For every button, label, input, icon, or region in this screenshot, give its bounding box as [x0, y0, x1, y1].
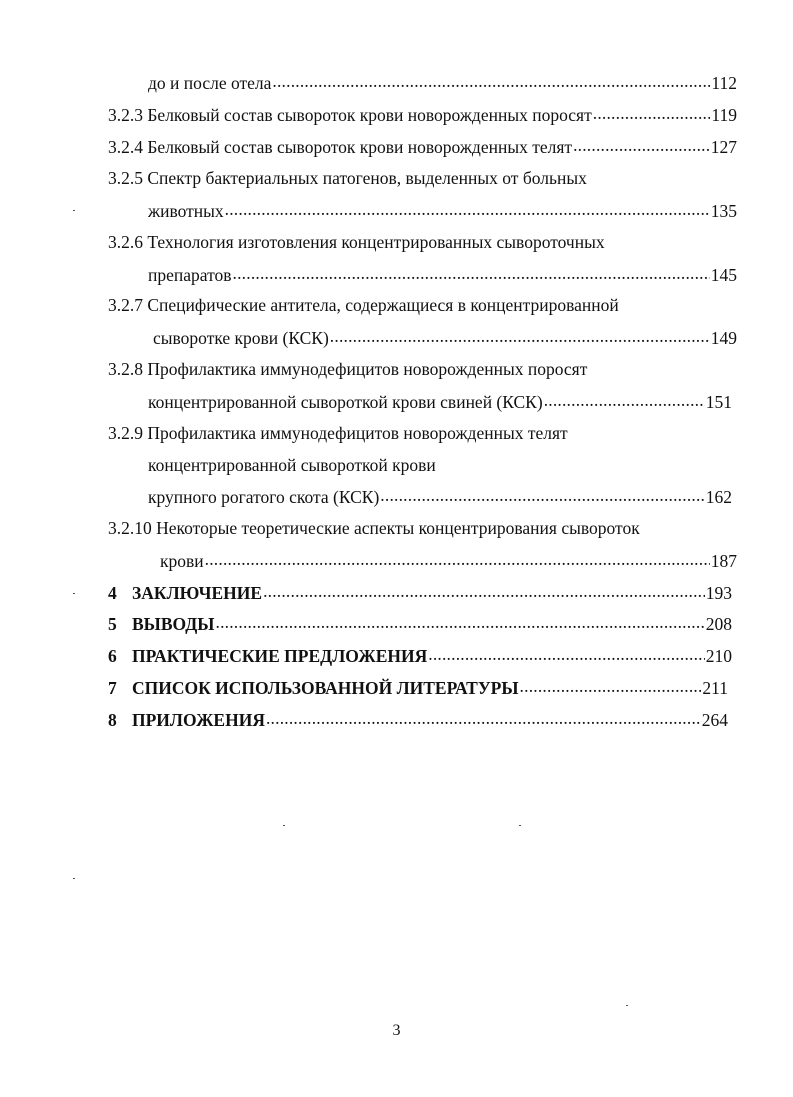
- scan-speck: [626, 1005, 628, 1006]
- toc-chapter-page: 208: [705, 613, 732, 634]
- toc-entry-title: сыворотке крови (КСК): [153, 327, 329, 348]
- toc-entry-title: препаратов: [148, 264, 232, 285]
- toc-chapter: [108, 581, 732, 604]
- toc-entry-number: 3.2.4: [108, 136, 143, 157]
- scan-speck: [519, 825, 521, 826]
- dot-leader: [205, 549, 710, 567]
- toc-entry-last-line: [148, 485, 732, 508]
- toc-entry-page: 127: [710, 136, 737, 157]
- toc-entry-page: 112: [711, 72, 737, 93]
- dot-leader: [593, 103, 711, 121]
- toc-entry-title: Технология изготовления концентрированных сывороточных: [147, 232, 605, 252]
- toc-chapter-number: 6: [108, 645, 117, 666]
- dot-leader: [263, 581, 705, 599]
- dot-leader: [428, 644, 705, 662]
- toc-entry: [108, 103, 737, 126]
- toc-entry-title: животных: [148, 200, 224, 221]
- toc-entry-number: 3.2.8: [108, 359, 143, 379]
- toc-entry-title: Спектр бактериальных патогенов, выделенных от больных: [147, 168, 587, 188]
- dot-leader: [266, 708, 701, 726]
- toc-entry-last-line: [160, 549, 737, 572]
- toc-entry-title: Белковый состав сывороток крови новорожденных телят: [147, 136, 573, 157]
- toc-entry-last-line: [148, 263, 737, 286]
- toc-entry-number: 3.2.9: [108, 423, 143, 443]
- dot-leader: [544, 390, 705, 408]
- dot-leader: [573, 135, 710, 153]
- toc-entry-number: 3.2.5: [108, 168, 143, 188]
- toc-entry-middle-line: [148, 454, 436, 476]
- scan-speck: [283, 825, 285, 826]
- toc-entry-title: крови: [160, 550, 204, 571]
- toc-entry: [148, 71, 737, 94]
- toc-entry-last-line: [153, 326, 737, 349]
- toc-entry-title: концентрированной сывороткой крови: [148, 455, 436, 475]
- toc-entry-last-line: [148, 390, 732, 413]
- toc-chapter: [108, 708, 728, 731]
- dot-leader: [330, 326, 710, 344]
- toc-entry: [108, 135, 737, 158]
- toc-entry-number: 3.2.3: [108, 104, 143, 125]
- toc-chapter-title: ПРАКТИЧЕСКИЕ ПРЕДЛОЖЕНИЯ: [132, 645, 428, 666]
- dot-leader: [216, 612, 705, 630]
- toc-entry-page: 151: [705, 391, 732, 412]
- toc-entry-first-line: [108, 167, 587, 189]
- toc-entry-title: Некоторые теоретические аспекты концентрирования сывороток: [156, 518, 640, 538]
- toc-entry-number: 3.2.7: [108, 295, 143, 315]
- toc-entry-number: 3.2.6: [108, 232, 143, 252]
- dot-leader: [380, 485, 704, 503]
- dot-leader: [272, 71, 710, 89]
- toc-entry-title: Специфические антитела, содержащиеся в концентрированной: [147, 295, 619, 315]
- scan-speck: [73, 878, 75, 879]
- toc-entry-title: Белковый состав сывороток крови новорожденных поросят: [147, 104, 592, 125]
- toc-entry-first-line: [108, 517, 640, 539]
- toc-chapter-page: 193: [705, 582, 732, 603]
- toc-entry-last-line: [148, 199, 737, 222]
- toc-chapter-page: 264: [701, 709, 728, 730]
- dot-leader: [225, 199, 710, 217]
- toc-entry-first-line: [108, 358, 587, 380]
- dot-leader: [520, 676, 702, 694]
- toc-chapter-title: ЗАКЛЮЧЕНИЕ: [132, 582, 263, 603]
- toc-chapter-number: 5: [108, 613, 117, 634]
- toc-chapter: [108, 644, 732, 667]
- dot-leader: [233, 263, 710, 281]
- toc-entry-title: Профилактика иммунодефицитов новорожденных телят: [147, 423, 568, 443]
- toc-chapter-title: СПИСОК ИСПОЛЬЗОВАННОЙ ЛИТЕРАТУРЫ: [132, 677, 519, 698]
- toc-chapter-title: ПРИЛОЖЕНИЯ: [132, 709, 265, 730]
- toc-entry-first-line: [108, 231, 605, 253]
- toc-chapter-number: 4: [108, 582, 117, 603]
- toc-entry-page: 135: [710, 200, 737, 221]
- toc-entry-page: 145: [710, 264, 737, 285]
- toc-entry-first-line: [108, 422, 568, 444]
- toc-entry-title: Профилактика иммунодефицитов новорожденных поросят: [147, 359, 588, 379]
- toc-entry-title: концентрированной сывороткой крови свиней (КСК): [148, 391, 543, 412]
- toc-chapter-title: ВЫВОДЫ: [132, 613, 215, 634]
- toc-entry-page: 187: [710, 550, 737, 571]
- toc-entry-first-line: [108, 294, 619, 316]
- toc-entry-page: 162: [705, 486, 732, 507]
- toc-chapter: [108, 676, 728, 699]
- scan-speck: [73, 210, 75, 211]
- toc-entry-title: крупного рогатого скота (КСК): [148, 486, 380, 507]
- toc-entry-number: 3.2.10: [108, 518, 152, 538]
- toc-chapter-page: 210: [705, 645, 732, 666]
- toc-chapter: [108, 612, 732, 635]
- page-number: 3: [392, 1022, 401, 1039]
- scan-speck: [73, 593, 75, 594]
- toc-chapter-number: 7: [108, 677, 117, 698]
- toc-chapter-number: 8: [108, 709, 117, 730]
- toc-chapter-page: 211: [702, 677, 728, 698]
- toc-entry-title: до и после отела: [148, 72, 272, 93]
- toc-entry-page: 119: [711, 104, 737, 125]
- toc-entry-page: 149: [710, 327, 737, 348]
